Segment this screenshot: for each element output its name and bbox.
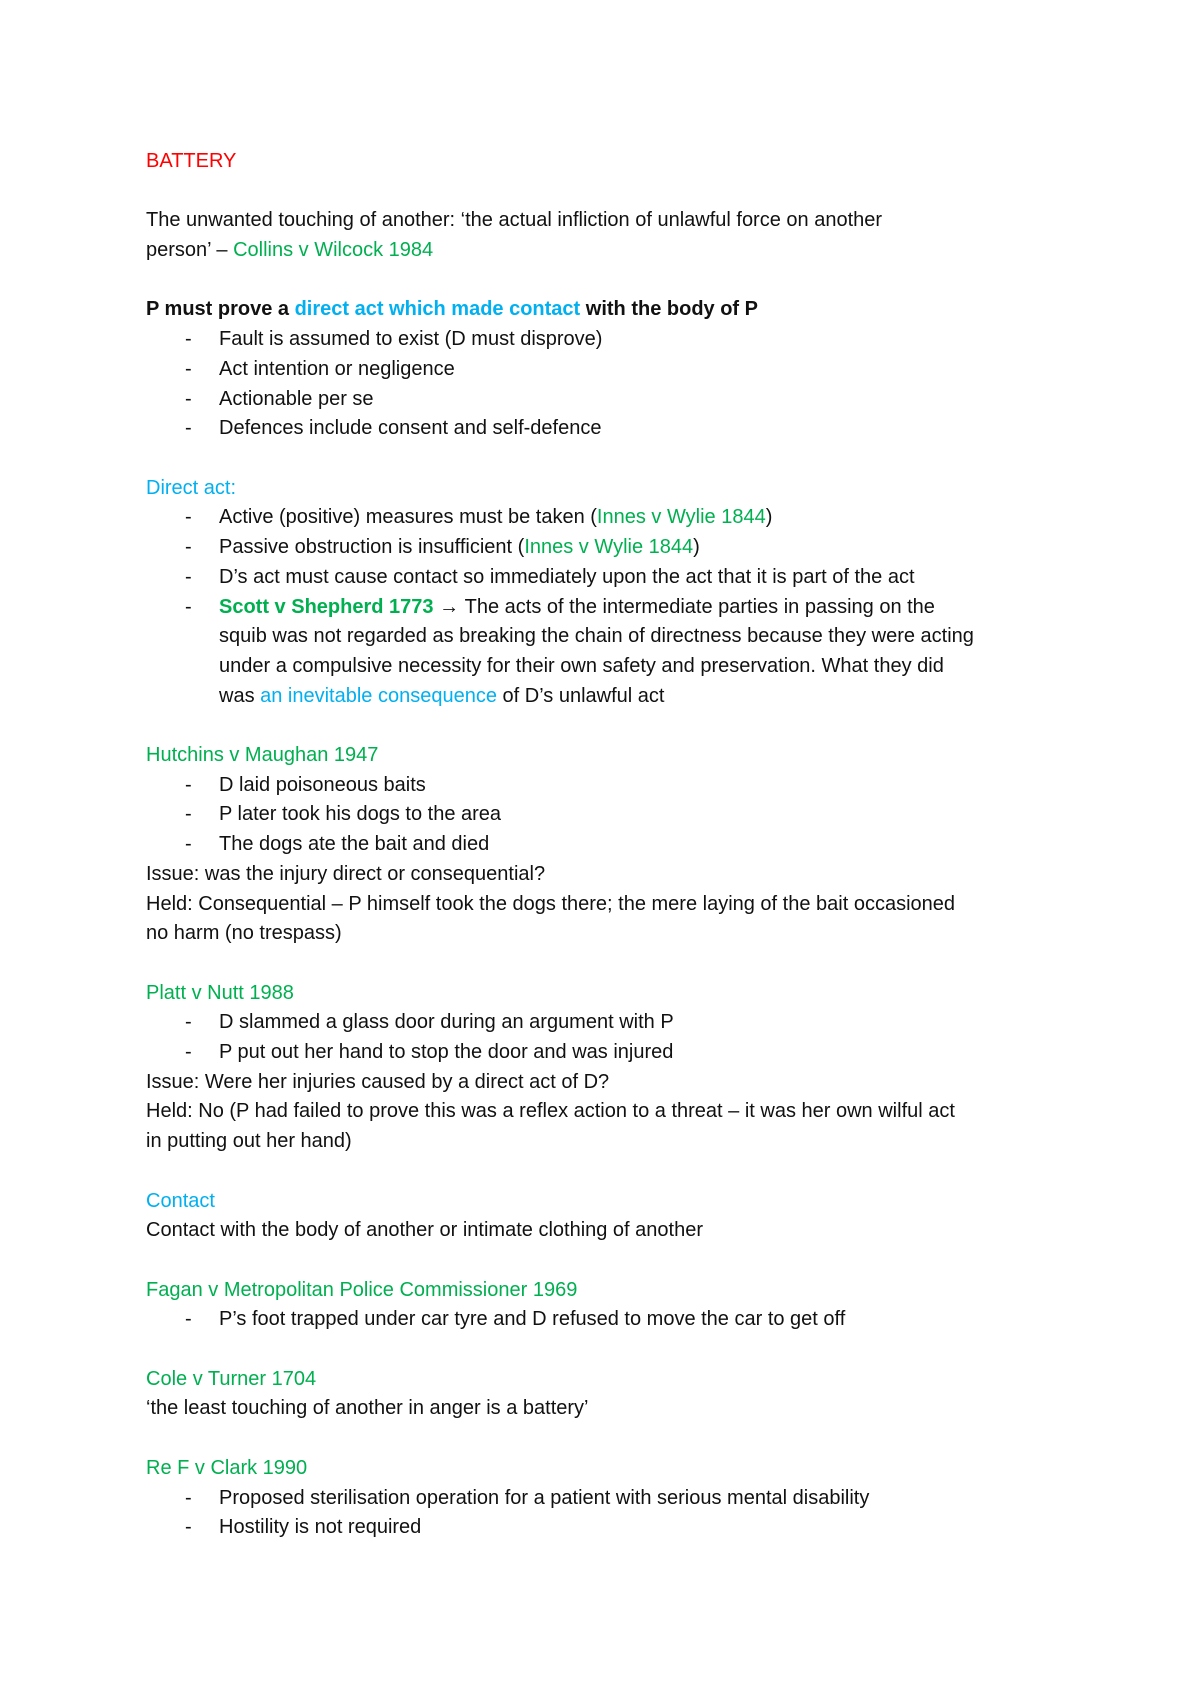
list-item — [146, 325, 1076, 355]
list-item-text: ) — [765, 506, 773, 529]
bullet-dash: - — [185, 833, 192, 856]
list-item — [146, 830, 1076, 860]
prove-text-a: P must prove a — [146, 298, 295, 321]
list-item — [146, 503, 1076, 533]
prove-heading — [146, 295, 1076, 325]
list-item-text: Passive obstruction is insufficient ( — [219, 536, 525, 559]
case-innes-v-wylie: Innes v Wylie 1844 — [596, 506, 766, 529]
list-item-text: The dogs ate the bait and died — [219, 833, 490, 856]
case-collins-v-wilcock: Collins v Wilcock 1984 — [233, 239, 434, 262]
list-item-text: of D’s unlawful act — [496, 684, 665, 707]
bullet-dash: - — [185, 357, 192, 380]
list-item — [146, 771, 1076, 801]
bullet-dash: - — [185, 595, 192, 618]
list-item-text: The acts of the intermediate parties in passing on the — [464, 595, 935, 618]
prove-text-b: with the body of P — [580, 298, 758, 321]
held-text: Held: No (P had failed to prove this was a reflex action to a threat – it was her own wilful act — [146, 1100, 955, 1123]
list-item — [146, 800, 1076, 830]
held-text: no harm (no trespass) — [146, 922, 342, 945]
bullet-dash: - — [185, 565, 192, 588]
bullet-dash: - — [185, 328, 192, 351]
list-item — [146, 563, 1076, 593]
bullet-dash: - — [185, 1308, 192, 1331]
page-title: BATTERY — [146, 150, 237, 172]
list-item — [146, 1305, 1076, 1335]
case-heading-hutchins: Hutchins v Maughan 1947 — [146, 744, 379, 766]
list-item-text: D slammed a glass door during an argument with P — [219, 1011, 674, 1034]
bullet-dash: - — [185, 387, 192, 410]
bullet-dash: - — [185, 536, 192, 559]
case-innes-v-wylie: Innes v Wylie 1844 — [524, 536, 694, 559]
list-item-text: Act intention or negligence — [219, 357, 455, 380]
quote-text: ‘the least touching of another in anger is a battery’ — [146, 1397, 589, 1420]
case-heading-fagan: Fagan v Metropolitan Police Commissioner 1969 — [146, 1278, 578, 1301]
list-item — [146, 533, 1076, 563]
list-item-continuation — [146, 682, 1076, 712]
held-text: in putting out her hand) — [146, 1130, 352, 1153]
list-item-text: under a compulsive necessity for their own safety and preservation. What they did — [219, 654, 944, 677]
bullet-dash: - — [185, 1041, 192, 1064]
issue-text: Issue: Were her injuries caused by a direct act of D? — [146, 1070, 610, 1093]
list-item-text: Proposed sterilisation operation for a patient with serious mental disability — [219, 1486, 870, 1509]
emphasis-text: an inevitable consequence — [260, 684, 497, 707]
list-item-text: Defences include consent and self-defence — [219, 417, 602, 440]
bullet-dash: - — [185, 1486, 192, 1509]
list-item-continuation — [146, 622, 1076, 652]
list-item — [146, 1513, 1076, 1543]
prove-emphasis: direct act which made contact — [294, 298, 581, 321]
issue-text: Issue: was the injury direct or consequential? — [146, 862, 546, 885]
list-item — [146, 1038, 1076, 1068]
contact-heading: Contact — [146, 1189, 215, 1212]
list-item-text: was — [219, 684, 261, 707]
bullet-dash: - — [185, 506, 192, 529]
list-item — [146, 414, 1076, 444]
document-body — [146, 147, 1076, 1543]
list-item — [146, 385, 1076, 415]
direct-act-heading: Direct act: — [146, 476, 237, 499]
list-item-text: D laid poisoneous baits — [219, 773, 426, 796]
intro-line-2 — [146, 236, 1076, 266]
list-item-text: P’s foot trapped under car tyre and D refused to move the car to get off — [219, 1308, 846, 1331]
arrow-icon: → — [433, 595, 465, 618]
list-item-text: Active (positive) measures must be taken ( — [219, 506, 597, 529]
case-heading-platt: Platt v Nutt 1988 — [146, 981, 294, 1004]
intro-line-1: The unwanted touching of another: ‘the actual infliction of unlawful force on another — [146, 209, 883, 232]
list-item — [146, 593, 1076, 623]
contact-text: Contact with the body of another or intimate clothing of another — [146, 1219, 704, 1242]
list-item — [146, 1484, 1076, 1514]
list-item-text: ) — [693, 536, 700, 559]
list-item-text: Fault is assumed to exist (D must disprove) — [219, 328, 603, 351]
list-item-text: D’s act must cause contact so immediately upon the act that it is part of the act — [219, 565, 915, 588]
case-heading-re-f: Re F v Clark 1990 — [146, 1456, 308, 1479]
list-item-text: P later took his dogs to the area — [219, 803, 502, 826]
list-item-text: squib was not regarded as breaking the chain of directness because they were acting — [219, 625, 974, 648]
bullet-dash: - — [185, 1516, 192, 1539]
intro-text: person’ – — [146, 239, 234, 262]
bullet-dash: - — [185, 417, 192, 440]
list-item — [146, 355, 1076, 385]
bullet-dash: - — [185, 1011, 192, 1034]
case-scott-v-shepherd: Scott v Shepherd 1773 — [219, 595, 434, 618]
bullet-dash: - — [185, 773, 192, 796]
list-item-continuation — [146, 652, 1076, 682]
list-item-text: Hostility is not required — [219, 1516, 422, 1539]
list-item-text: Actionable per se — [219, 387, 374, 410]
bullet-dash: - — [185, 803, 192, 826]
held-text: Held: Consequential – P himself took the dogs there; the mere laying of the bait occasioned — [146, 892, 956, 915]
list-item-text: P put out her hand to stop the door and was injured — [219, 1041, 674, 1064]
case-heading-cole: Cole v Turner 1704 — [146, 1367, 317, 1390]
list-item — [146, 1008, 1076, 1038]
